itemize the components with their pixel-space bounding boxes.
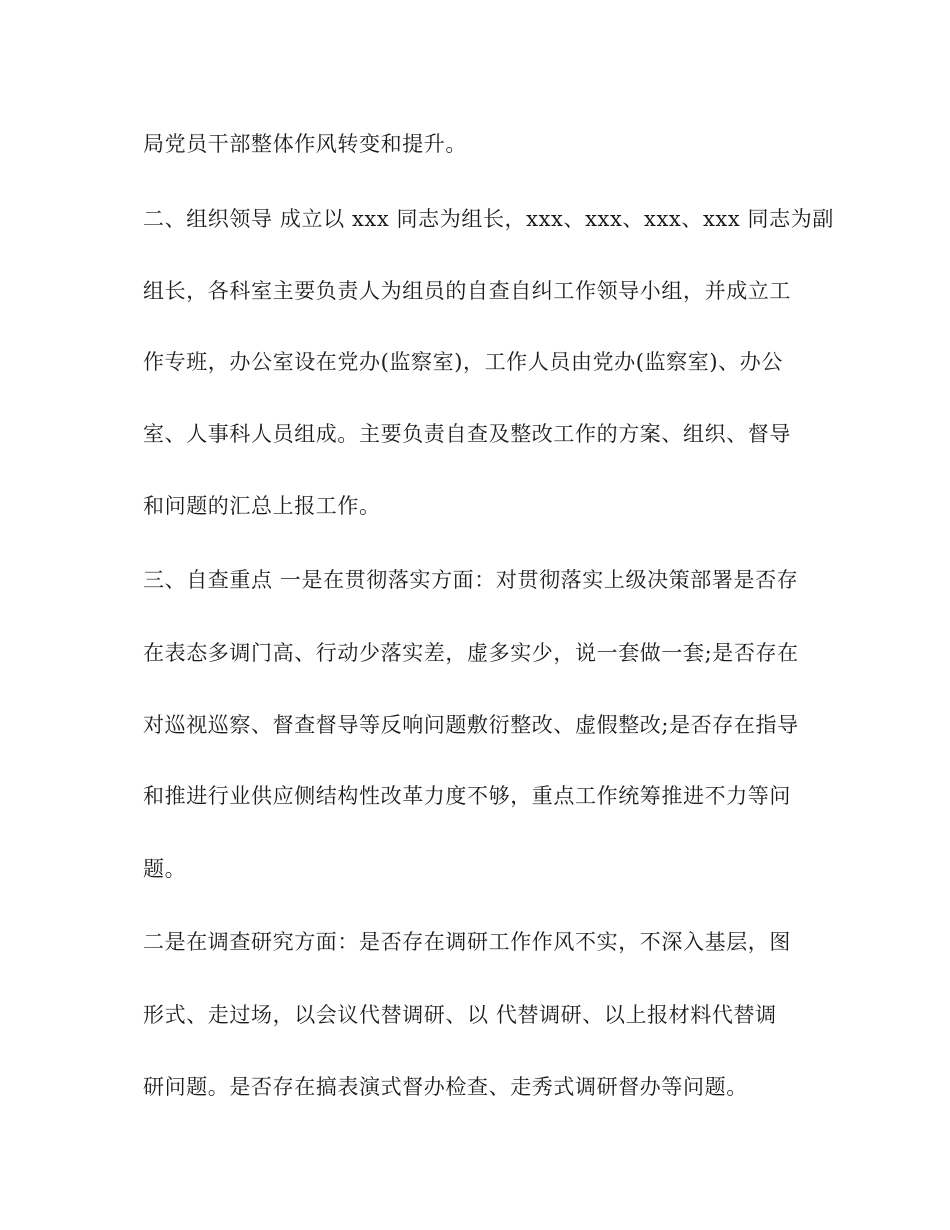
text-line: 研问题。是否存在搞表演式督办检查、走秀式调研督办等问题。 [143,1075,748,1099]
text-line: 在表态多调门高、行动少落实差，虚多实少，说一套做一套;是否存在 [143,641,799,665]
text-line: 对巡视巡察、督查督导等反响问题敷衍整改、虚假整改;是否存在指导 [143,713,799,737]
text-line: 题。 [143,857,187,881]
text-line: 二是在调查研究方面：是否存在调研工作作风不实，不深入基层，图 [143,930,791,954]
text-line: 作专班，办公室设在党办(监察室)，工作人员由党办(监察室)、办公 [143,350,783,374]
text-line: 和推进行业供应侧结构性改革力度不够，重点工作统筹推进不力等问 [143,784,791,808]
text-line: 组长，各科室主要负责人为组员的自查自纠工作领导小组，并成立工 [143,279,791,303]
text-line: 和问题的汇总上报工作。 [143,494,381,518]
text-line: 二、组织领导 成立以 xxx 同志为组长，xxx、xxx、xxx、xxx 同志为副 [143,207,834,231]
text-line: 室、人事科人员组成。主要负责自查及整改工作的方案、组织、督导 [143,422,791,446]
text-line: 形式、走过场，以会议代替调研、以 代替调研、以上报材料代替调 [143,1003,777,1027]
text-line: 三、自查重点 一是在贯彻落实方面：对贯彻落实上级决策部署是否存 [143,568,799,592]
text-line: 局党员干部整体作风转变和提升。 [143,132,467,156]
